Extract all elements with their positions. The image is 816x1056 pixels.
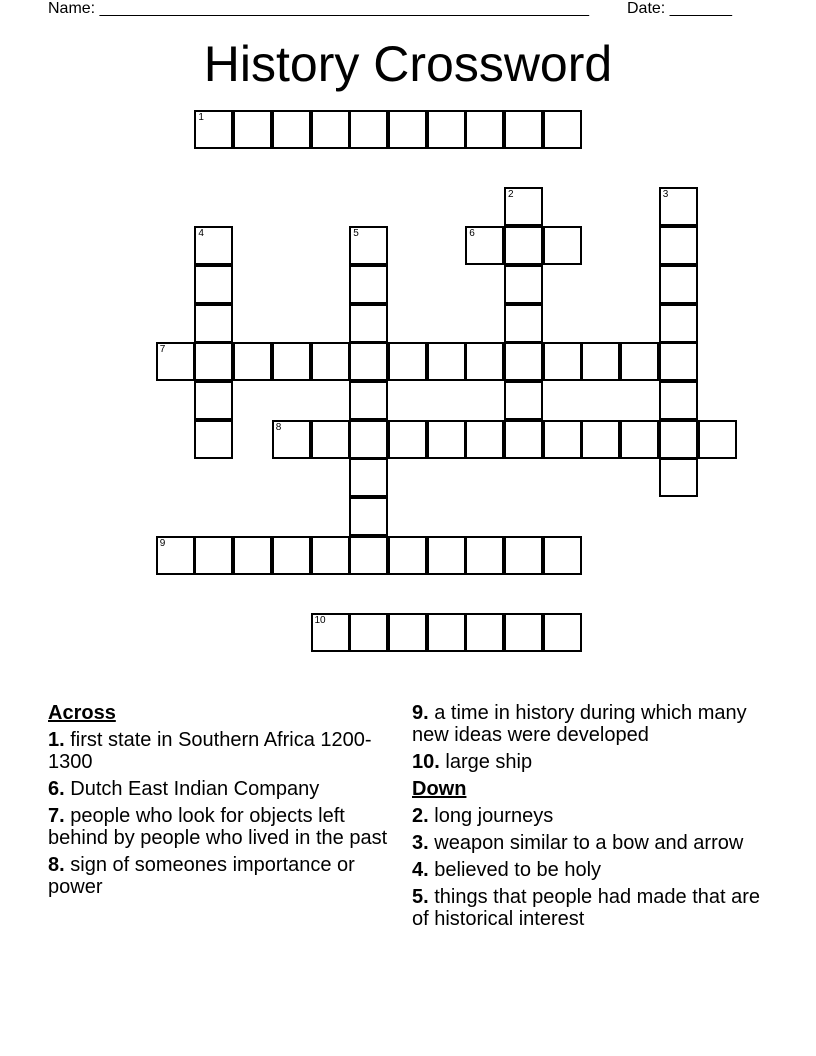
cell-clue-number: 8 xyxy=(275,421,282,433)
crossword-cell[interactable] xyxy=(349,536,388,575)
cell-clue-number: 4 xyxy=(198,228,204,240)
down-clue-5 xyxy=(412,886,772,930)
crossword-cell[interactable] xyxy=(659,187,698,226)
crossword-cell[interactable] xyxy=(349,110,388,149)
page-title: History Crossword xyxy=(203,36,613,92)
crossword-cell[interactable] xyxy=(427,613,466,652)
crossword-cell[interactable] xyxy=(427,342,466,381)
crossword-cell[interactable] xyxy=(504,613,543,652)
crossword-cell[interactable] xyxy=(194,110,233,149)
crossword-cell[interactable] xyxy=(465,420,504,459)
clues-left-column xyxy=(48,702,393,903)
crossword-cell[interactable] xyxy=(543,613,582,652)
crossword-cell[interactable] xyxy=(659,265,698,304)
crossword-cell[interactable] xyxy=(388,536,427,575)
crossword-cell[interactable] xyxy=(156,536,195,575)
crossword-cell[interactable] xyxy=(311,342,350,381)
crossword-cell[interactable] xyxy=(272,110,311,149)
crossword-cell[interactable] xyxy=(543,226,582,265)
crossword-cell[interactable] xyxy=(272,536,311,575)
date-field-line[interactable]: Date: _______ xyxy=(627,0,732,17)
crossword-cell[interactable] xyxy=(388,420,427,459)
crossword-cell[interactable] xyxy=(233,536,272,575)
clue-text: a time in history during which many new ideas were developed xyxy=(412,702,747,746)
down-clue-4 xyxy=(412,859,772,881)
clues-right-column xyxy=(412,702,772,935)
crossword-cell[interactable] xyxy=(504,226,543,265)
crossword-cell[interactable] xyxy=(311,110,350,149)
crossword-cell[interactable] xyxy=(311,420,350,459)
crossword-cell[interactable] xyxy=(465,226,504,265)
cell-clue-number: 7 xyxy=(159,344,166,356)
crossword-cell[interactable] xyxy=(543,342,582,381)
crossword-cell[interactable] xyxy=(465,342,504,381)
crossword-cell[interactable] xyxy=(659,420,698,459)
crossword-cell[interactable] xyxy=(427,110,466,149)
crossword-cell[interactable] xyxy=(427,536,466,575)
across-clue-8 xyxy=(48,854,393,898)
clue-number: 9. xyxy=(412,702,429,724)
crossword-cell[interactable] xyxy=(194,226,233,265)
clue-number: 10. xyxy=(412,751,440,773)
crossword-cell[interactable] xyxy=(349,420,388,459)
cell-clue-number: 6 xyxy=(469,228,475,240)
crossword-cell[interactable] xyxy=(465,613,504,652)
cell-clue-number: 5 xyxy=(353,228,359,240)
across-clue-10 xyxy=(412,751,772,773)
crossword-cell[interactable] xyxy=(194,420,233,459)
crossword-cell[interactable] xyxy=(233,342,272,381)
crossword-cell[interactable] xyxy=(349,497,388,536)
down-clue-3 xyxy=(412,832,772,854)
clue-text: people who look for objects left behind by people who lived in the past xyxy=(48,805,388,849)
clue-number: 7. xyxy=(48,805,65,827)
cell-clue-number: 3 xyxy=(662,189,669,201)
crossword-cell[interactable] xyxy=(349,265,388,304)
crossword-cell[interactable] xyxy=(659,304,698,343)
clue-number: 8. xyxy=(48,854,65,876)
crossword-cell[interactable] xyxy=(194,304,233,343)
crossword-cell[interactable] xyxy=(504,304,543,343)
clue-number: 3. xyxy=(412,832,429,854)
cell-clue-number: 10 xyxy=(314,615,326,627)
crossword-cell[interactable] xyxy=(543,110,582,149)
crossword-cell[interactable] xyxy=(388,110,427,149)
crossword-cell[interactable] xyxy=(194,536,233,575)
crossword-cell[interactable] xyxy=(194,265,233,304)
crossword-cell[interactable] xyxy=(543,420,582,459)
crossword-cell[interactable] xyxy=(620,420,659,459)
clue-text: long journeys xyxy=(434,805,554,827)
crossword-cell[interactable] xyxy=(659,342,698,381)
crossword-cell[interactable] xyxy=(427,420,466,459)
across-clue-7 xyxy=(48,805,393,849)
crossword-cell[interactable] xyxy=(194,381,233,420)
across-clue-6 xyxy=(48,778,393,800)
crossword-cell[interactable] xyxy=(349,342,388,381)
crossword-cell[interactable] xyxy=(465,110,504,149)
crossword-cell[interactable] xyxy=(698,420,737,459)
clue-text: believed to be holy xyxy=(434,859,602,881)
crossword-cell[interactable] xyxy=(349,613,388,652)
across-clue-9 xyxy=(412,702,772,746)
crossword-cell[interactable] xyxy=(504,381,543,420)
crossword-cell[interactable] xyxy=(504,342,543,381)
crossword-cell[interactable] xyxy=(620,342,659,381)
cell-clue-number: 2 xyxy=(508,189,514,201)
crossword-cell[interactable] xyxy=(349,226,388,265)
crossword-cell[interactable] xyxy=(349,381,388,420)
clue-text: sign of someones importance or power xyxy=(48,854,355,898)
crossword-cell[interactable] xyxy=(504,265,543,304)
crossword-cell[interactable] xyxy=(581,420,620,459)
clue-text: Dutch East Indian Company xyxy=(70,778,320,800)
down-clue-2 xyxy=(412,805,772,827)
clue-number: 5. xyxy=(412,886,429,908)
clue-number: 2. xyxy=(412,805,429,827)
crossword-cell[interactable] xyxy=(659,458,698,497)
crossword-cell[interactable] xyxy=(349,458,388,497)
crossword-cell[interactable] xyxy=(543,536,582,575)
crossword-cell[interactable] xyxy=(311,613,350,652)
crossword-cell[interactable] xyxy=(272,342,311,381)
crossword-cell[interactable] xyxy=(388,613,427,652)
clue-text: weapon similar to a bow and arrow xyxy=(434,832,744,854)
name-field-line[interactable]: Name: _______________________________________________________ xyxy=(48,0,589,17)
crossword-cell[interactable] xyxy=(465,536,504,575)
crossword-cell[interactable] xyxy=(504,536,543,575)
crossword-cell[interactable] xyxy=(311,536,350,575)
crossword-cell[interactable] xyxy=(388,342,427,381)
across-heading: Across xyxy=(48,702,116,724)
crossword-cell[interactable] xyxy=(504,420,543,459)
crossword-cell[interactable] xyxy=(581,342,620,381)
across-clue-1 xyxy=(48,729,393,773)
crossword-cell[interactable] xyxy=(233,110,272,149)
clue-number: 4. xyxy=(412,859,429,881)
crossword-cell[interactable] xyxy=(659,226,698,265)
clue-text: large ship xyxy=(445,751,533,773)
cell-clue-number: 1 xyxy=(198,112,204,123)
crossword-cell[interactable] xyxy=(156,342,195,381)
clue-number: 6. xyxy=(48,778,65,800)
clue-text: first state in Southern Africa 1200-1300 xyxy=(48,729,372,773)
crossword-cell[interactable] xyxy=(659,381,698,420)
clue-number: 1. xyxy=(48,729,65,751)
crossword-cell[interactable] xyxy=(272,420,311,459)
cell-clue-number: 9 xyxy=(159,537,166,549)
crossword-cell[interactable] xyxy=(194,342,233,381)
clue-text: things that people had made that are of historical interest xyxy=(412,886,761,930)
crossword-cell[interactable] xyxy=(349,304,388,343)
down-heading: Down xyxy=(412,778,467,800)
crossword-cell[interactable] xyxy=(504,110,543,149)
crossword-cell[interactable] xyxy=(504,187,543,226)
